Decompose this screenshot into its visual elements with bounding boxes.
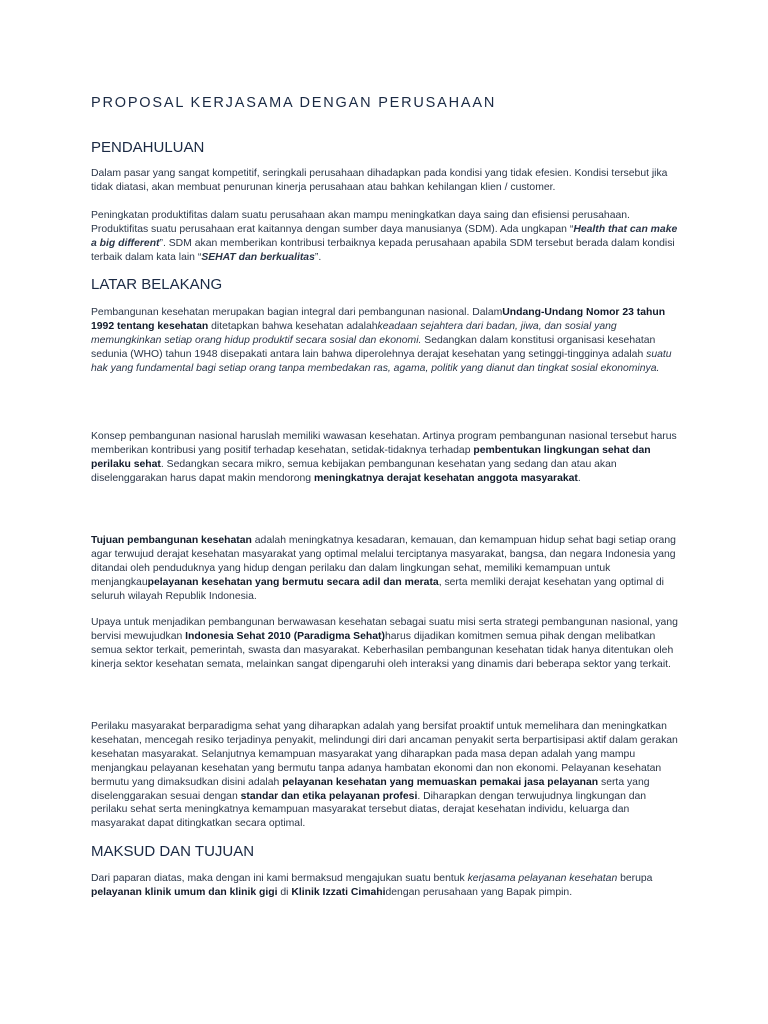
- bold-undang-undang: Undang-Undang Nomor 23 tahun 1992 tentang kesehatan: [91, 307, 666, 332]
- heading-latar-belakang: LATAR BELAKANG: [91, 276, 223, 293]
- paragraph-maksud-1: Dari paparan diatas, maka dengan ini kami bermaksud mengajukan suatu bentuk kerjasama pelayanan kesehatan berupa pelayanan klinik umum dan klinik gigi di Klinik Izzati Cimahidengan perusahaan yang Bapak pimpin.: [91, 873, 653, 898]
- quote-sehat: SEHAT dan berkualitas: [201, 251, 315, 263]
- bold-klinik-name: Klinik Izzati Cimahi: [291, 886, 386, 898]
- heading-maksud-tujuan: MAKSUD DAN TUJUAN: [91, 843, 255, 860]
- paragraph-latar-2: Konsep pembangunan nasional haruslah memiliki wawasan kesehatan. Artinya program pembangunan nasional tersebut harus memberikan kontribusi yang positif terhadap kesehatan, setidak-tidaknya terhadap pembentukan lingkungan sehat dan perilaku sehat. Sedangkan secara mikro, semua kebijakan pembangunan kesehatan yang sedang dan atau akan diselenggarakan harus dapat makin mendorong meningkatnya derajat kesehatan anggota masyarakat.: [91, 431, 677, 484]
- paragraph-latar-3: Tujuan pembangunan kesehatan adalah meningkatnya kesadaran, kemauan, dan kemampuan hidup sehat bagi setiap orang agar terwujud derajat kesehatan masyarakat yang optimal melalui terciptanya masyarakat, bangsa, dan negara Indonesia yang ditandai oleh penduduknya yang hidup dengan perilaku dan dalam lingkungan sehat, memiliki kemampuan untuk menjangkaupelayanan kesehatan yang bermutu secara adil dan merata, serta memliki derajat kesehatan yang optimal di seluruh wilayah Republik Indonesia.: [91, 535, 676, 602]
- paragraph-latar-1: Pembangunan kesehatan merupakan bagian integral dari pembangunan nasional. DalamUndang-Undang Nomor 23 tahun 1992 tentang kesehatan ditetapkan bahwa kesehatan adalahkeadaan sejahtera dari badan, jiwa, dan sosial yang memungkinkan setiap orang hidup produktif secara sosial dan ekonomi. Sedangkan dalam konstitusi organisasi kesehatan sedunia (WHO) tahun 1948 disepakati antara lain bahwa diperolehnya derajat kesehatan yang setinggi-tingginya adalah suatu hak yang fundamental bagi setiap orang tanpa membedakan ras, agama, politik yang dianut dan tingkat sosial ekonominya.: [91, 307, 672, 374]
- paragraph-latar-4: Upaya untuk menjadikan pembangunan berwawasan kesehatan sebagai suatu misi serta strategi pembangunan nasional, yang bervisi mewujudkan Indonesia Sehat 2010 (Paradigma Sehat)harus dijadikan komitmen semua pihak dengan melibatkan semua sektor terkait, pemerintah, swasta dan masyarakat. Keberhasilan pembangunan kesehatan tidak hanya ditentukan oleh kinerja sektor kesehatan semata, melainkan sangat dipengaruhi oleh interaksi yang dinamis dari beberapa sektor yang terkait.: [91, 617, 678, 670]
- heading-pendahuluan: PENDAHULUAN: [91, 139, 205, 156]
- paragraph-latar-5: Perilaku masyarakat berparadigma sehat yang diharapkan adalah yang bersifat proaktif untuk memelihara dan meningkatkan kesehatan, mencegah resiko terjadinya penyakit, melindungi diri dari ancaman penyakit serta berpartisipasi aktif dalam gerakan kesehatan masyarakat. Selanjutnya kemampuan masyarakat yang diharapkan pada masa depan adalah yang mampu menjangkau pelayanan kesehatan yang bermutu tanpa adanya hambatan ekonomi dan non ekonomi. Pelayanan kesehatan bermutu yang dimaksudkan disini adalah pelayanan kesehatan yang memuaskan pemakai jasa pelayanan serta yang diselenggarakan sesuai dengan standar dan etika pelayanan profesi. Diharapkan dengan terwujudnya lingkungan dan perilaku sehat serta meningkatnya kemampuan masyarakat tersebut diatas, derajat kesehatan individu, keluarga dan masyarakat dapat ditingkatkan secara optimal.: [91, 721, 678, 830]
- paragraph-pendahuluan-2: Peningkatan produktifitas dalam suatu perusahaan akan mampu meningkatkan daya saing dan efisiensi perusahaan. Produktifitas suatu perusahaan erat kaitannya dengan sumber daya manusianya (SDM). Ada ungkapan “Health that can make a big different”. SDM akan memberikan kontribusi terbaiknya kepada perusahaan apabila SDM tersebut berada dalam kondisi terbaik dalam kata lain “SEHAT dan berkualitas”.: [91, 210, 678, 263]
- document-title: PROPOSAL KERJASAMA DENGAN PERUSAHAAN: [91, 95, 497, 111]
- quote-health: Health that can make a big different: [91, 223, 678, 249]
- paragraph-pendahuluan-1: Dalam pasar yang sangat kompetitif, seringkali perusahaan dihadapkan pada kondisi yang tidak efesien. Kondisi tersebut jika tidak diatasi, akan membuat penurunan kinerja perusahaan atau bahkan kehilangan klien / customer.: [91, 168, 668, 193]
